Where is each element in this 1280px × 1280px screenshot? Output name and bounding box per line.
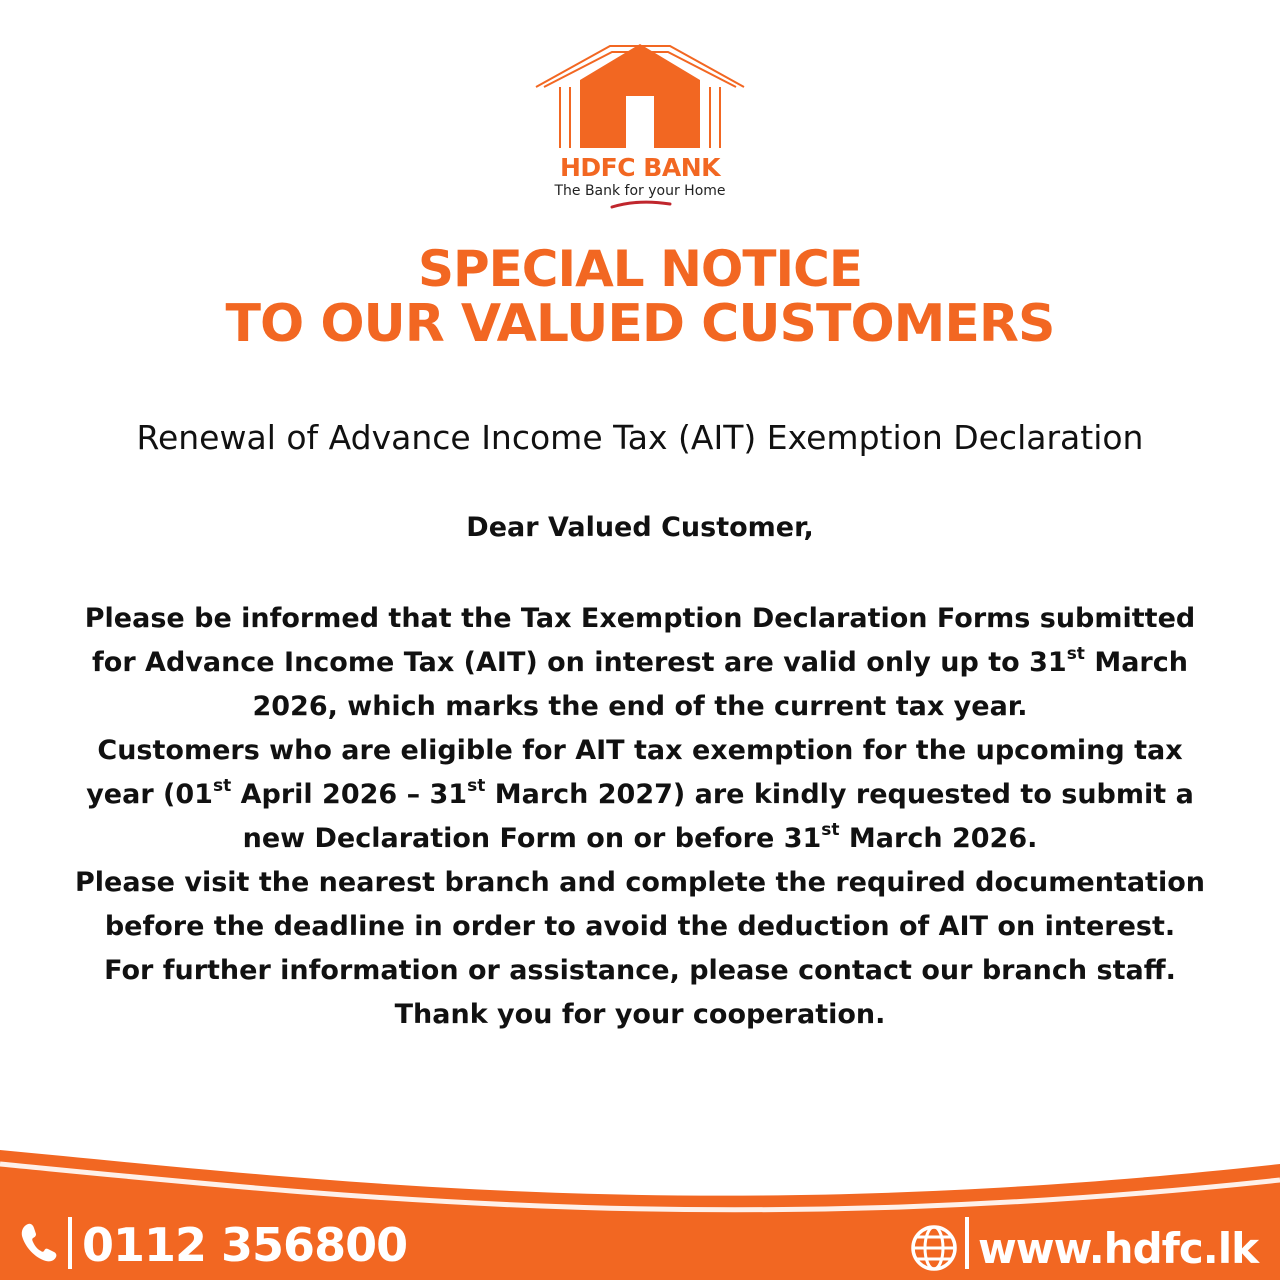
headline-valued-customers: TO OUR VALUED CUSTOMERS [225, 294, 1055, 354]
paragraph-validity-part-2: March 2026, which marks the end of the current tax year. [252, 647, 1188, 722]
paragraph-eligibility-part-2: April 2026 – 31 [231, 779, 468, 810]
greeting: Dear Valued Customer, [466, 512, 814, 543]
footer-separator [965, 1217, 969, 1269]
website-link[interactable]: www.hdfc.lk [978, 1224, 1259, 1273]
paragraph-eligibility-part-4: March 2026. [839, 823, 1038, 854]
headline-special-notice: SPECIAL NOTICE [418, 240, 862, 298]
contact-phone[interactable]: 0112 356800 [82, 1218, 408, 1272]
paragraph-eligibility-part-3: March 2027) are kindly requested to submit a new Declaration Form on or before 31 [242, 779, 1194, 854]
paragraph-branch-visit: Please visit the nearest branch and complete the required documentation before the deadline in order to avoid the deduction of AIT on interest. [75, 867, 1205, 942]
ordinal-suffix: st [467, 776, 486, 796]
notice-subject: Renewal of Advance Income Tax (AIT) Exemption Declaration [136, 418, 1144, 457]
brand-name: HDFC BANK [559, 153, 720, 182]
footer-separator [68, 1217, 72, 1269]
paragraph-validity [60, 597, 1220, 729]
ordinal-suffix: st [1066, 644, 1085, 664]
globe-icon [910, 1224, 958, 1272]
notice-body [60, 597, 1220, 1037]
brand-tagline: The Bank for your Home [554, 183, 726, 199]
hdfc-bank-logo [520, 40, 760, 215]
paragraph-validity-part-1: Please be informed that the Tax Exemption Declaration Forms submitted for Advance Income Tax (AIT) on interest are valid only up to 31 [84, 603, 1196, 678]
phone-icon [20, 1222, 58, 1262]
ordinal-suffix: st [821, 820, 840, 840]
paragraph-thanks: Thank you for your cooperation. [394, 999, 886, 1030]
ordinal-suffix: st [212, 776, 232, 796]
paragraph-eligibility-part-1: Customers who are eligible for AIT tax exemption for the upcoming tax year (01 [86, 735, 1183, 810]
paragraph-assistance: For further information or assistance, please contact our branch staff. [104, 955, 1176, 986]
paragraph-eligibility [60, 729, 1220, 861]
